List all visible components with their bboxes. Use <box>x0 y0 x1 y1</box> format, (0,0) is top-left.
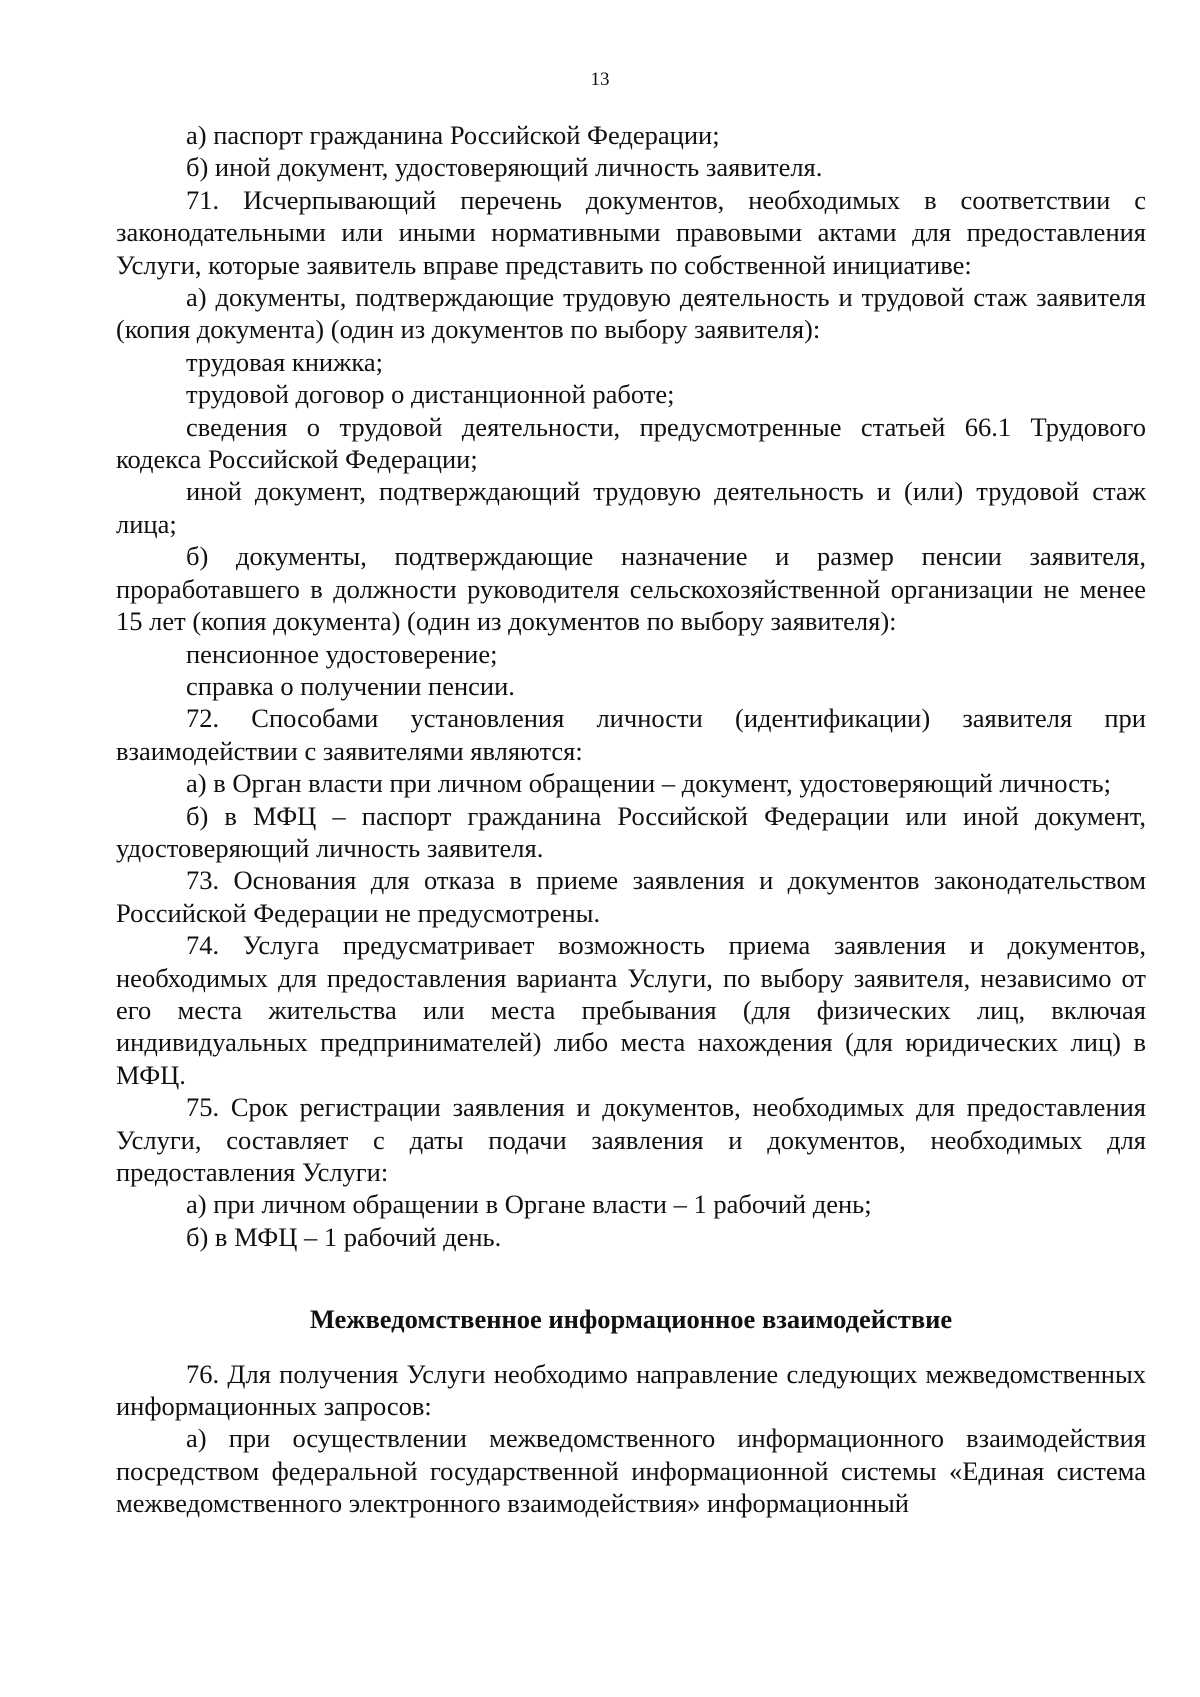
paragraph-76: 76. Для получения Услуги необходимо направление следующих межведомственных информационных запросов: <box>116 1358 1146 1422</box>
paragraph-passport: а) паспорт гражданина Российской Федерации; <box>186 120 720 150</box>
paragraph-pension-statement: справка о получении пенсии. <box>186 670 515 701</box>
paragraph-71-a: а) документы, подтверждающие трудовую деятельность и трудовой стаж заявителя (копия документа) (один из документов по выбору заявителя): <box>116 282 1146 345</box>
paragraph-72: 72. Способами установления личности (идентификации) заявителя при взаимодействии с заявителями являются: <box>116 703 1146 766</box>
paragraph-76-a: а) при осуществлении межведомственного информационного взаимодействия посредством федеральной государственной информационной системы «Единая система межведомственного электронного взаимодействия» информационный <box>116 1423 1146 1519</box>
paragraph-75-b: б) в МФЦ – 1 рабочий день. <box>186 1221 502 1252</box>
paragraph-71: 71. Исчерпывающий перечень документов, необходимых в соответствии с законодательными или иными нормативными правовыми актами для предоставления Услуги, которые заявитель вправе представить по собственной инициативе: <box>116 184 1146 280</box>
paragraph-72-a: а) в Орган власти при личном обращении – документ, удостоверяющий личность; <box>186 768 1111 799</box>
heading-spacing-top <box>116 1253 1146 1303</box>
document-body <box>116 119 1146 1520</box>
paragraph-remote-contract: трудовой договор о дистанционной работе; <box>186 379 675 410</box>
paragraph-other-id-document: б) иной документ, удостоверяющий личность заявителя. <box>186 152 823 183</box>
paragraph-74: 74. Услуга предусматривает возможность приема заявления и документов, необходимых для предоставления варианта Услуги, по выбору заявителя, независимо от его места жительства или места пребывания (для физических лиц, включая индивидуальных предпринимателей) либо места нахождения (для юридических лиц) в МФЦ. <box>116 930 1146 1090</box>
paragraph-75: 75. Срок регистрации заявления и документов, необходимых для предоставления Услуги, составляет с даты подачи заявления и документов, необходимых для предоставления Услуги: <box>116 1092 1146 1187</box>
heading-spacing-bottom <box>116 1336 1146 1358</box>
paragraph-72-b: б) в МФЦ – паспорт гражданина Российской Федерации или иной документ, удостоверяющий личность заявителя. <box>116 800 1146 863</box>
paragraph-other-work-document: иной документ, подтверждающий трудовую деятельность и (или) трудовой стаж лица; <box>116 476 1146 539</box>
paragraph-75-a: а) при личном обращении в Органе власти – 1 рабочий день; <box>186 1189 872 1220</box>
paragraph-pension-certificate: пенсионное удостоверение; <box>186 638 498 669</box>
page-number: 13 <box>590 69 610 90</box>
paragraph-work-info: сведения о трудовой деятельности, предусмотренные статьей 66.1 Трудового кодекса Российской Федерации; <box>116 411 1146 475</box>
paragraph-73: 73. Основания для отказа в приеме заявления и документов законодательством Российской Федерации не предусмотрены. <box>116 865 1146 928</box>
paragraph-work-book: трудовая книжка; <box>186 346 384 377</box>
paragraph-71-b: б) документы, подтверждающие назначение и размер пенсии заявителя, проработавшего в должности руководителя сельскохозяйственной организации не менее 15 лет (копия документа) (один из документов по выбору заявителя): <box>116 541 1146 637</box>
section-heading: Межведомственное информационное взаимодействие <box>309 1304 953 1335</box>
